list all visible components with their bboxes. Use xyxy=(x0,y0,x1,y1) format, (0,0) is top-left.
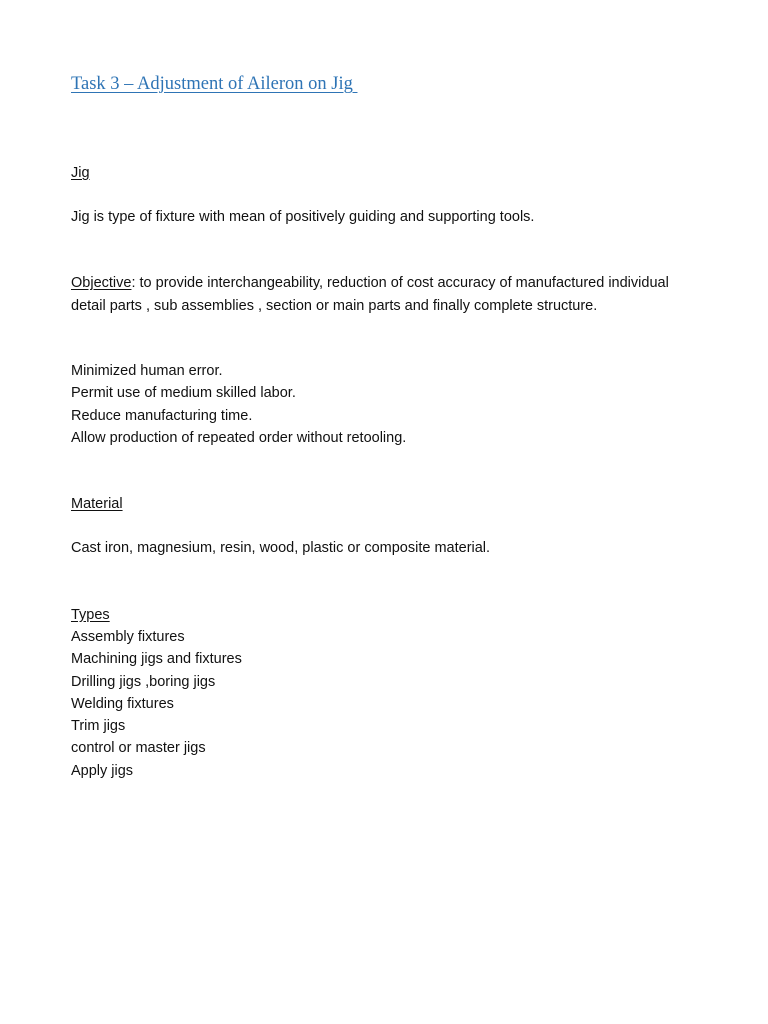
types-item: Apply jigs xyxy=(71,762,134,779)
objective-point: Permit use of medium skilled labor. xyxy=(71,385,296,402)
types-item: Machining jigs and fixtures xyxy=(71,651,242,668)
types-item: control or master jigs xyxy=(71,740,206,757)
types-list xyxy=(71,626,242,782)
objective-paragraph xyxy=(71,272,681,317)
jig-heading: Jig xyxy=(71,165,90,181)
objective-point: Allow production of repeated order without retooling. xyxy=(71,429,407,446)
types-item: Welding fixtures xyxy=(71,695,174,712)
objective-points-list xyxy=(71,360,406,449)
types-item: Drilling jigs ,boring jigs xyxy=(71,673,216,690)
material-text: Cast iron, magnesium, resin, wood, plastic or composite material. xyxy=(71,540,491,556)
types-item: Trim jigs xyxy=(71,718,126,735)
objective-point: Reduce manufacturing time. xyxy=(71,407,253,424)
objective-text: : to provide interchangeability, reduction of cost accuracy of manufactured individual detail parts , sub assemblies , section or main parts and finally complete structure. xyxy=(71,275,669,314)
types-heading: Types xyxy=(71,607,110,623)
jig-definition: Jig is type of fixture with mean of positively guiding and supporting tools. xyxy=(71,209,535,225)
types-item: Assembly fixtures xyxy=(71,629,185,645)
document-title: Task 3 – Adjustment of Aileron on Jig xyxy=(71,74,358,94)
objective-point: Minimized human error. xyxy=(71,363,223,379)
material-heading: Material xyxy=(71,496,123,512)
objective-label: Objective xyxy=(71,275,132,291)
